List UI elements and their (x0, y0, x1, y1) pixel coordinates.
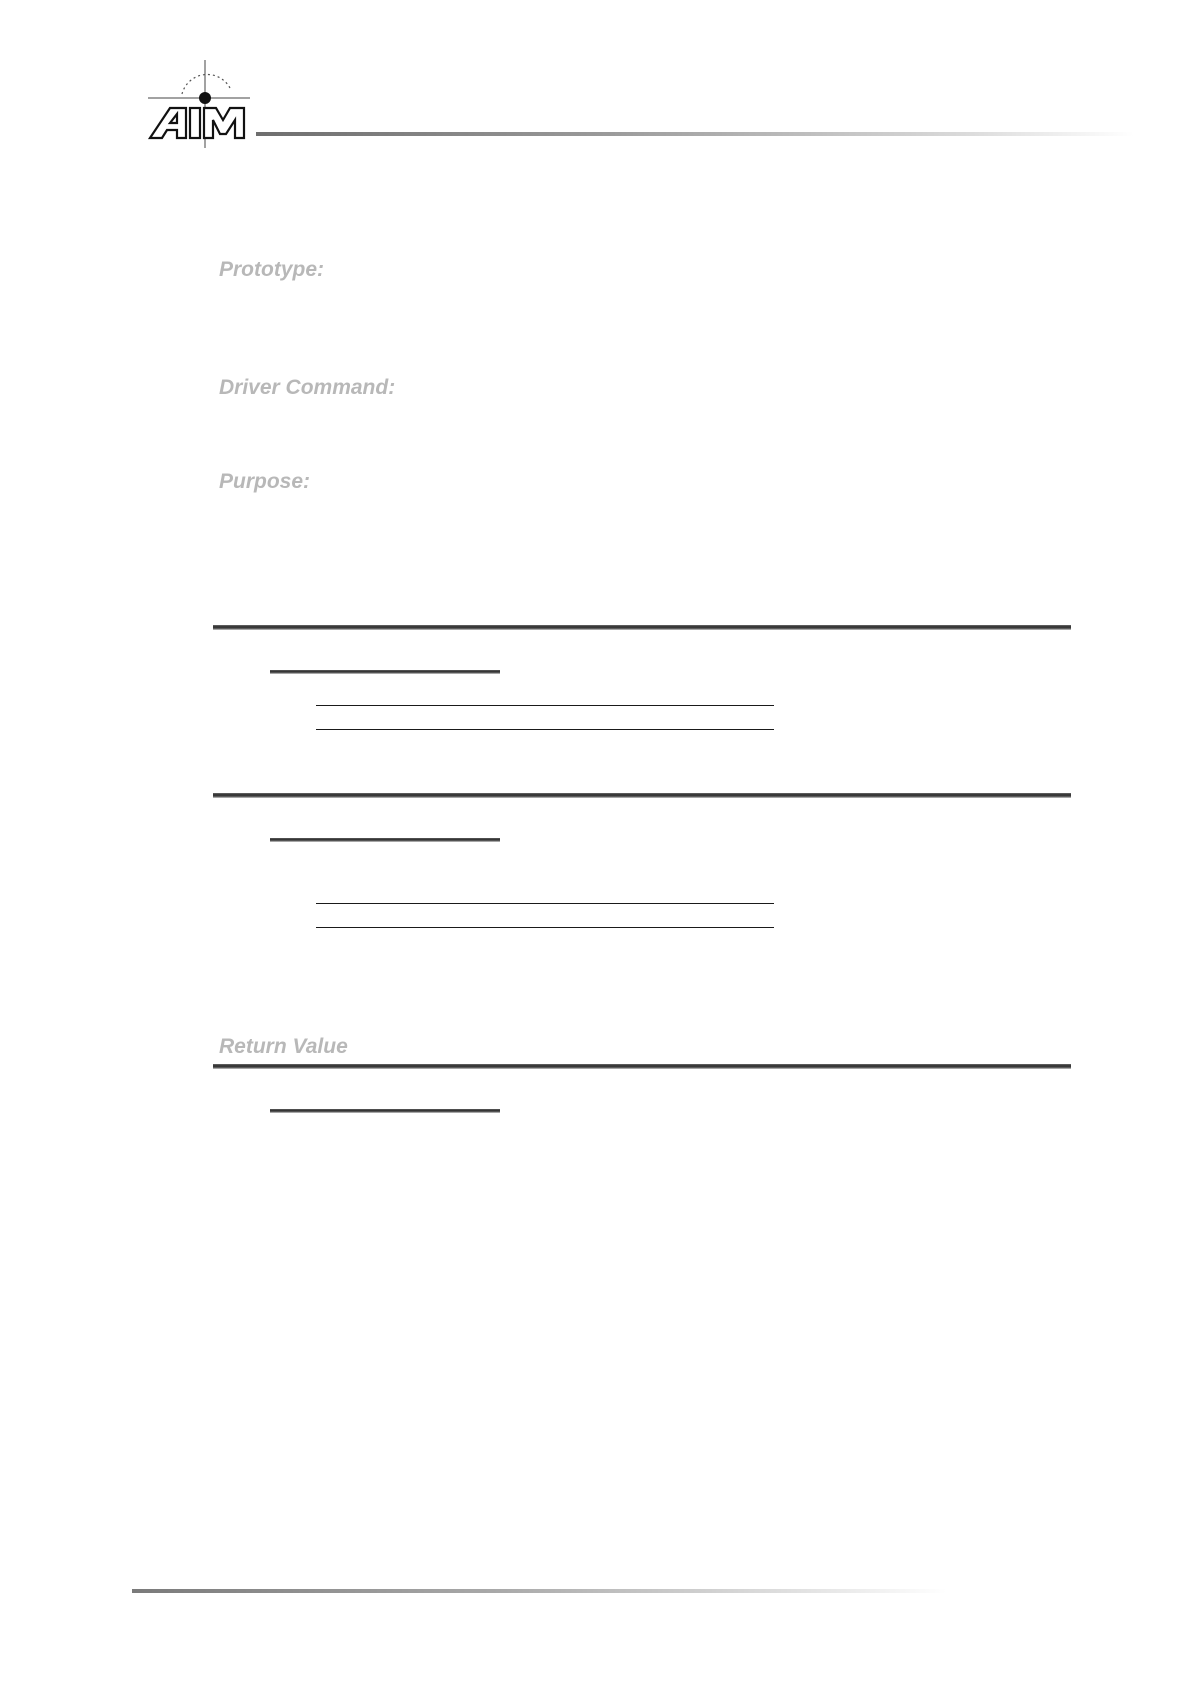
prototype-label: Prototype: (219, 258, 324, 281)
table-thin-rule-1a (316, 705, 774, 706)
svg-text:AIM: AIM (198, 150, 200, 151)
aim-logo-wordmark (198, 148, 200, 151)
table-thin-rule-2a (316, 903, 774, 904)
table-sub-rule-3 (270, 1109, 500, 1113)
footer-rule (132, 1589, 947, 1593)
table-top-rule-3 (213, 1064, 1071, 1069)
header-rule (256, 132, 1134, 136)
purpose-label: Purpose: (219, 470, 311, 493)
table-top-rule-1 (213, 625, 1071, 630)
return-value-label: Return Value (219, 1035, 348, 1058)
table-thin-rule-2b (316, 927, 774, 928)
driver-command-label: Driver Command: (219, 376, 396, 399)
table-thin-rule-1b (316, 729, 774, 730)
aim-logo (146, 58, 250, 150)
table-sub-rule-1 (270, 670, 500, 674)
aim-logo-mark (146, 58, 250, 150)
table-sub-rule-2 (270, 838, 500, 842)
table-top-rule-2 (213, 793, 1071, 798)
